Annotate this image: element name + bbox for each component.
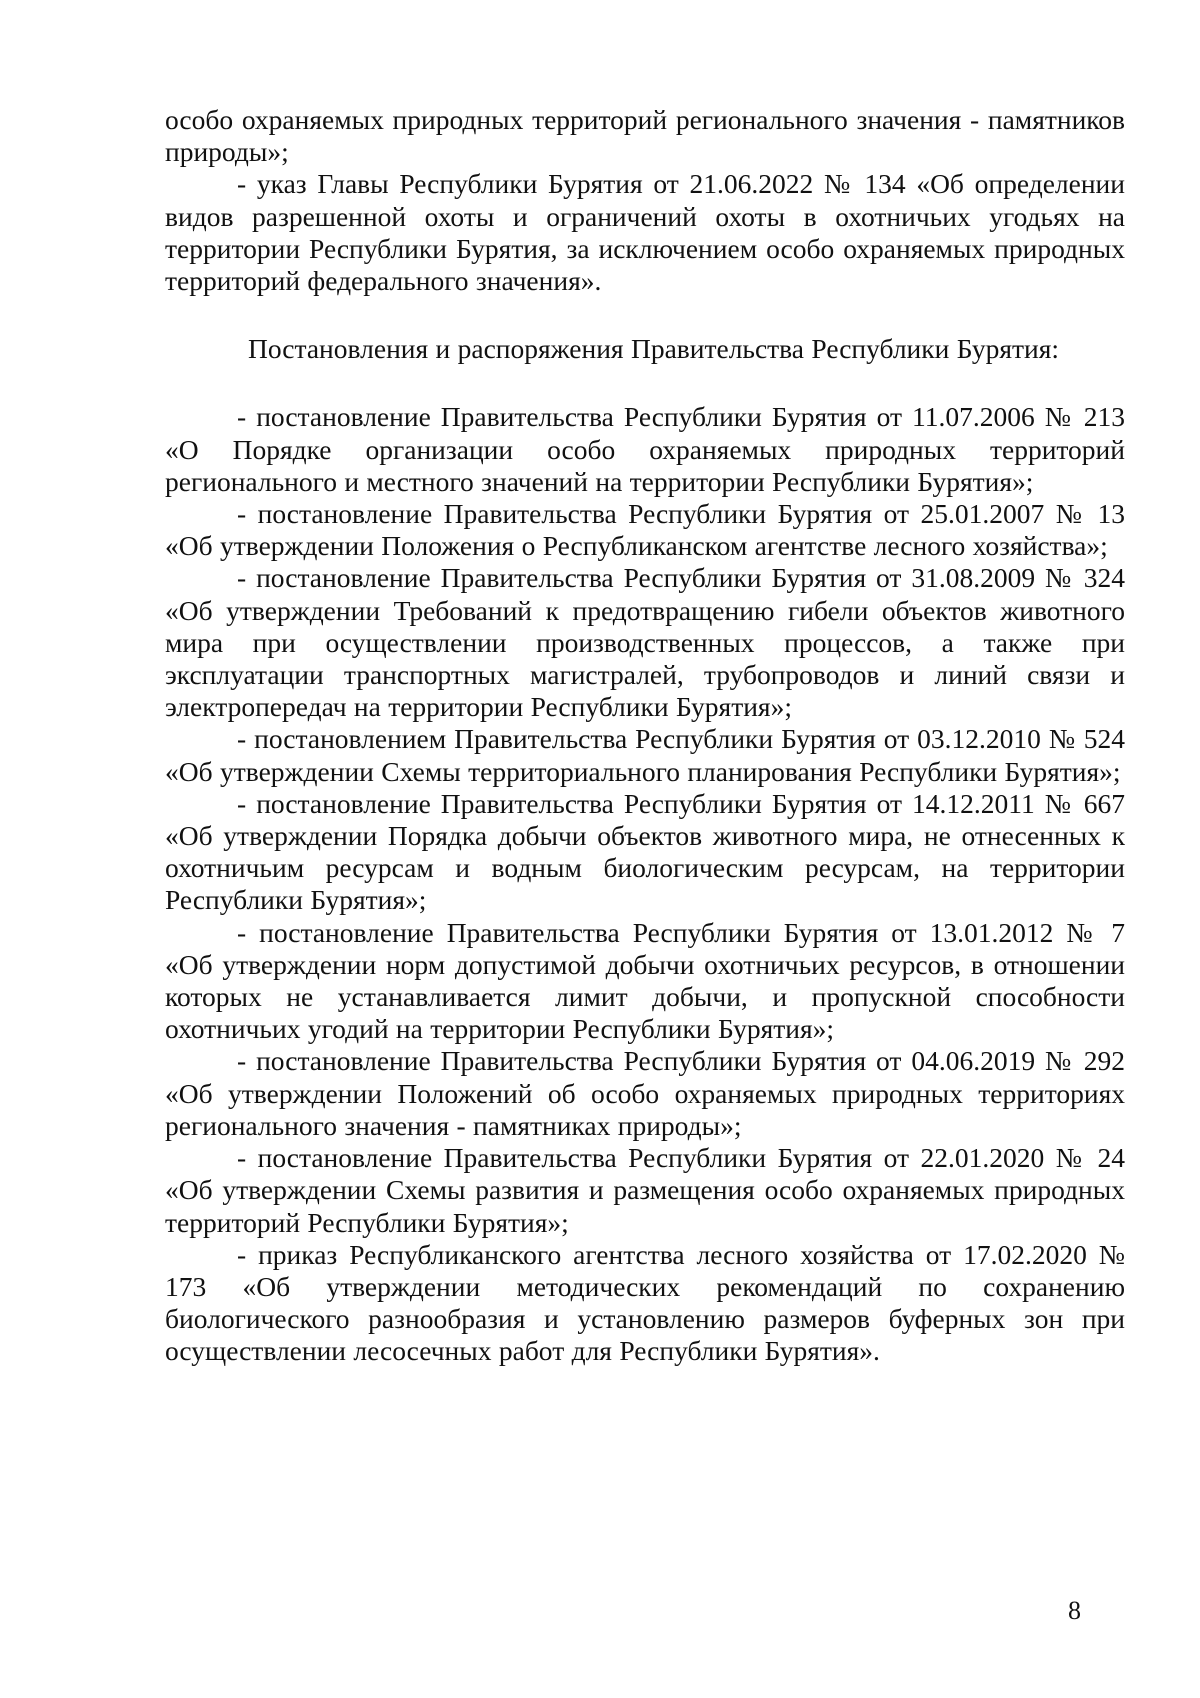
list-item: - постановление Правительства Республики Бурятия от 13.01.2012 № 7 «Об утверждении норм допустимой добычи охотничьих ресурсов, в отношении которых не устанавливается лимит добычи, и пропускной способности охотничьих угодий на территории Республики Бурятия»; (165, 916, 1125, 1045)
list-item: - постановление Правительства Республики Бурятия от 04.06.2019 № 292 «Об утверждении Положений об особо охраняемых природных территориях регионального значения - памятниках природы»; (165, 1045, 1125, 1141)
section-heading: Постановления и распоряжения Правительства Республики Бурятия: (248, 333, 1059, 365)
paragraph-continuation: особо охраняемых природных территорий регионального значения - памятников природы»; (165, 104, 1125, 168)
list-item: - постановление Правительства Республики Бурятия от 22.01.2020 № 24 «Об утверждении Схемы развития и размещения особо охраняемых природных территорий Республики Бурятия»; (165, 1142, 1125, 1238)
list-item: - постановление Правительства Республики Бурятия от 25.01.2007 № 13 «Об утверждении Положения о Республиканском агентстве лесного хозяйства»; (165, 498, 1125, 562)
list-item: - постановление Правительства Республики Бурятия от 11.07.2006 № 213 «О Порядке организации особо охраняемых природных территорий регионального и местного значений на территории Республики Бурятия»; (165, 401, 1125, 497)
list-item: - постановление Правительства Республики Бурятия от 14.12.2011 № 667 «Об утверждении Порядка добычи объектов животного мира, не отнесенных к охотничьим ресурсам и водным биологическим ресурсам, на территории Республики Бурятия»; (165, 787, 1125, 916)
list-item: - приказ Республиканского агентства лесного хозяйства от 17.02.2020 № 173 «Об утверждении методических рекомендаций по сохранению биологического разнообразия и установлению размеров буферных зон при осуществлении лесосечных работ для Республики Бурятия». (165, 1238, 1125, 1367)
page-number: 8 (1068, 1596, 1081, 1625)
paragraph-decree-head: - указ Главы Республики Бурятия от 21.06.2022 № 134 «Об определении видов разрешенной охоты и ограничений охоты в охотничьих угодьях на территории Республики Бурятия, за исключением особо охраняемых природных территорий федерального значения». (165, 168, 1125, 297)
list-item: - постановление Правительства Республики Бурятия от 31.08.2009 № 324 «Об утверждении Требований к предотвращению гибели объектов животного мира при осуществлении производственных процессов, а также при эксплуатации транспортных магистралей, трубопроводов и линий связи и электропередач на территории Республики Бурятия»; (165, 562, 1125, 723)
document-body (165, 104, 1125, 1368)
list-item: - постановлением Правительства Республики Бурятия от 03.12.2010 № 524 «Об утверждении Схемы территориального планирования Республики Бурятия»; (165, 723, 1125, 787)
